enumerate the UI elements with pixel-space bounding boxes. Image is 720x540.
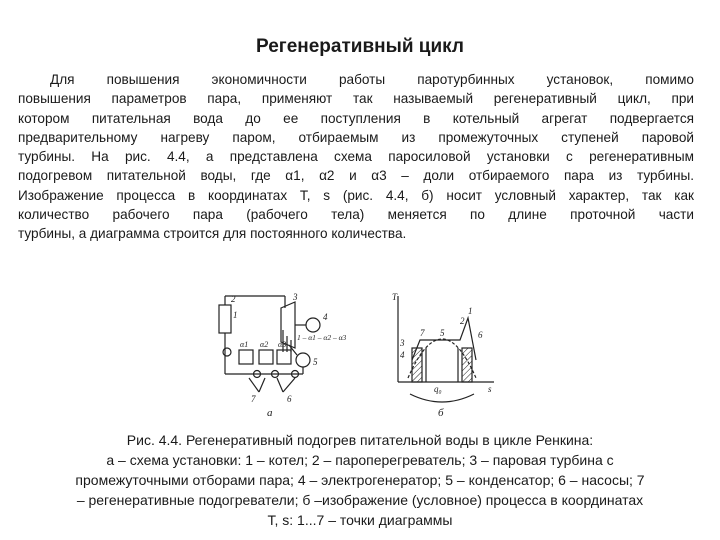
alpha-label: α1 <box>240 340 249 349</box>
diagram-point: 4 <box>400 350 405 360</box>
figure-b-ts-diagram <box>390 290 500 420</box>
scheme-label: 6 <box>287 394 292 404</box>
caption-line: – регенеративные подогреватели; б –изображение (условное) процесса в координатах <box>76 492 644 508</box>
paragraph-line: турбины, а диаграмма строится для постоянного количества. <box>18 226 407 242</box>
diagram-point: 5 <box>440 328 445 338</box>
caption-line: а – схема установки: 1 – котел; 2 – пароперегреватель; 3 – паровая турбина с <box>106 452 614 468</box>
body-paragraph <box>18 70 694 244</box>
diagram-point: 7 <box>420 328 425 338</box>
figure-a-label: а <box>267 407 273 419</box>
paragraph-line: котором питательная вода до ее поступления в котельный агрегат подвергается <box>18 110 694 126</box>
hatched-region <box>462 348 472 382</box>
diagram-point: 1 <box>468 306 473 316</box>
heater-shape <box>239 350 253 364</box>
q-label: q₀ <box>434 384 442 394</box>
hatched-region <box>412 348 422 382</box>
axis-label-s: s <box>488 384 492 394</box>
figure-a-scheme <box>205 290 365 420</box>
caption-line: промежуточными отборами пара; 4 – электрогенератор; 5 – конденсатор; 6 – насосы; 7 <box>75 472 645 488</box>
scheme-label: 4 <box>323 312 328 322</box>
caption-line: Рис. 4.4. Регенеративный подогрев питательной воды в цикле Ренкина: <box>126 432 594 448</box>
diagram-point: 2 <box>460 316 465 326</box>
condenser-shape <box>296 353 310 367</box>
scheme-label: 3 <box>293 292 298 302</box>
scheme-label: 2 <box>231 294 236 304</box>
paragraph-line: Изображение процесса в координатах T, s (рис. 4.4, б) носит условный характер, так как <box>18 187 694 203</box>
paragraph-line: турбины. На рис. 4.4, а представлена схема паросиловой установки с регенеративным <box>18 149 694 165</box>
q-arc <box>410 394 474 402</box>
caption-line: T, s: 1...7 – точки диаграммы <box>267 512 453 528</box>
heater-shape <box>259 350 273 364</box>
scheme-label: 7 <box>251 394 256 404</box>
scheme-label: 1 <box>233 310 238 320</box>
diagram-point: 3 <box>400 338 405 348</box>
page-title: Регенеративный цикл <box>256 36 464 57</box>
paragraph-line: Для повышения экономичности работы паротурбинных установок, помимо <box>50 72 694 87</box>
figure-caption <box>18 430 702 530</box>
paragraph-line: подогревом питательной воды, где α1, α2 и α3 – доли отбираемого пара из турбины. <box>18 168 694 184</box>
diagram-point: 6 <box>478 330 483 340</box>
alpha-label: α2 <box>260 340 269 349</box>
heater-shape <box>277 350 291 364</box>
formula-label: 1 – α1 – α2 – α3 <box>297 333 347 342</box>
alpha-label: α3 <box>278 340 287 349</box>
paragraph-line: предварительному нагреву паром, отбираемым из промежуточных ступеней паровой <box>18 129 694 145</box>
paragraph-line: повышения параметров пара, применяют так называемый регенеративный цикл, при <box>18 91 694 107</box>
figure-b-label: б <box>438 407 444 419</box>
generator-shape <box>306 318 320 332</box>
axis-label-t: T <box>392 292 398 302</box>
scheme-label: 5 <box>313 357 318 367</box>
paragraph-line: количество рабочего пара (рабочего тела) меняется по длине проточной части <box>18 207 694 223</box>
boiler-shape <box>219 305 231 333</box>
pump-shape <box>223 348 231 356</box>
